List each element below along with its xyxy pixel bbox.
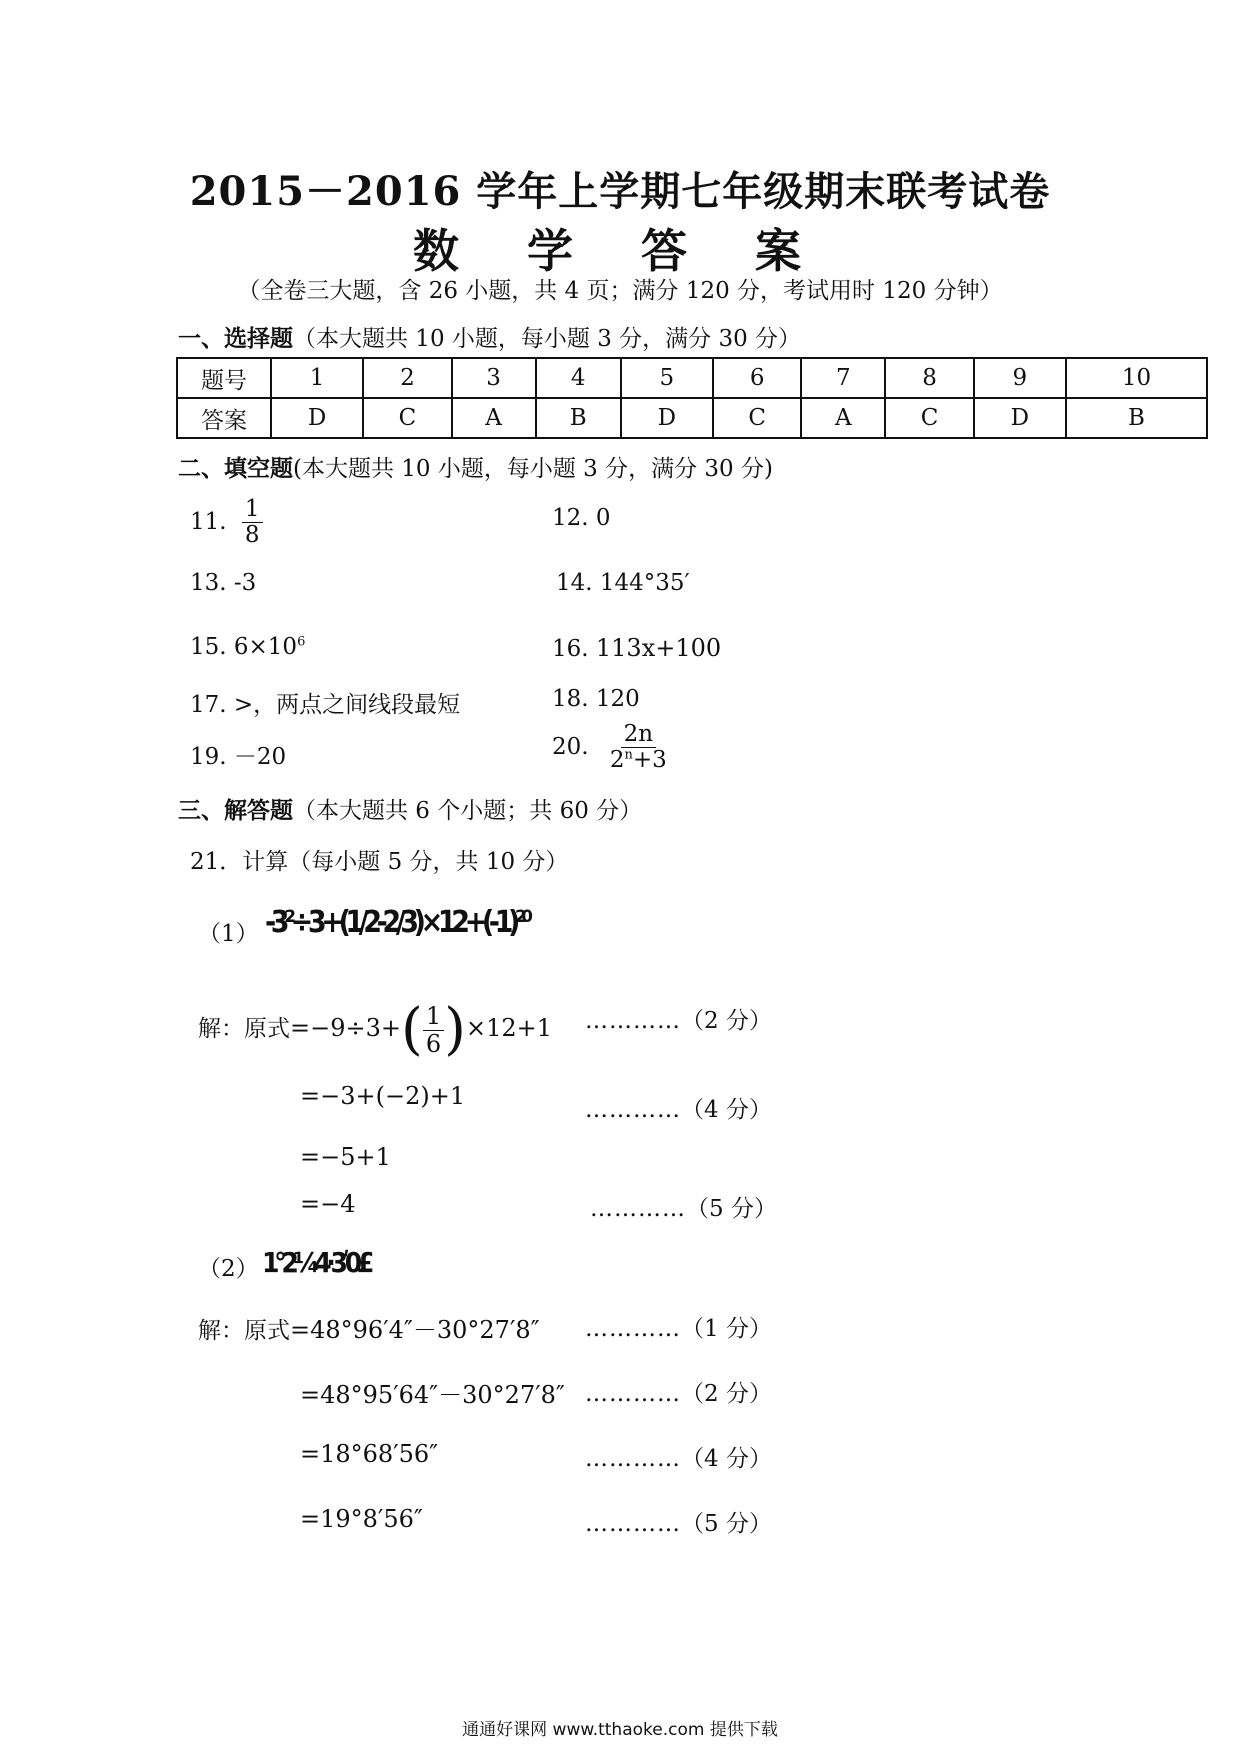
part1-expression: -3²÷3+(1/2-2/3)×12+(-1)²⁰ bbox=[265, 905, 528, 940]
part1-mark-3: …………（5 分） bbox=[590, 1196, 777, 1222]
section3-heading: 三、解答题（本大题共 6 个小题；共 60 分） bbox=[178, 797, 643, 824]
page-title: 2015－2016 学年上学期七年级期末联考试卷 bbox=[189, 168, 1051, 215]
part1-solution: 解：原式=−9÷3+( $\frac{1}{6}$ )×12+1 bbox=[198, 997, 553, 1062]
table-cell: C bbox=[363, 398, 451, 438]
table-cell: A bbox=[801, 398, 885, 438]
table-cell: 2 bbox=[363, 358, 451, 398]
table-cell: A bbox=[452, 398, 536, 438]
part1-label: （1） bbox=[198, 921, 259, 947]
part2-mark-3: …………（4 分） bbox=[585, 1446, 772, 1472]
table-cell: B bbox=[1066, 398, 1207, 438]
row-label-number: 题号 bbox=[177, 358, 271, 398]
part2-mark-2: …………（2 分） bbox=[585, 1381, 772, 1407]
answer-11: 11. $\frac{1}{8}$ bbox=[190, 497, 263, 549]
table-cell: 3 bbox=[452, 358, 536, 398]
part1-mark-1: …………（2 分） bbox=[585, 1008, 772, 1034]
answer-19: 19. －20 bbox=[190, 744, 287, 770]
answer-15: 15. $6\times 10^6$ bbox=[190, 634, 306, 660]
table-cell: C bbox=[713, 398, 801, 438]
part2-mark-1: …………（1 分） bbox=[585, 1316, 772, 1342]
answer-14: 14. 144°35′ bbox=[556, 570, 690, 596]
part2-label: （2） bbox=[198, 1256, 259, 1282]
table-cell: 1 bbox=[271, 358, 363, 398]
part1-step-3: =−5+1 bbox=[300, 1143, 391, 1171]
footer-watermark: 通通好课网 www.tthaoke.com 提供下载 bbox=[462, 1720, 778, 1740]
table-cell: D bbox=[621, 398, 713, 438]
section1-heading: 一、选择题（本大题共 10 小题，每小题 3 分，满分 30 分） bbox=[178, 325, 802, 352]
table-cell: D bbox=[271, 398, 363, 438]
table-cell: 9 bbox=[974, 358, 1066, 398]
answer-18: 18. 120 bbox=[552, 686, 640, 712]
table-row bbox=[177, 398, 1207, 438]
answer-13: 13. -3 bbox=[190, 570, 257, 596]
question-21: 21．计算（每小题 5 分，共 10 分） bbox=[190, 849, 569, 875]
table-cell: 7 bbox=[801, 358, 885, 398]
part2-step-4: =19°8′56″ bbox=[300, 1505, 423, 1533]
table-row bbox=[177, 358, 1207, 398]
answer-20: 20. $\frac{2n}{2^n+3}$ bbox=[552, 721, 667, 774]
page-subtitle: 数 学 答 案 bbox=[412, 224, 828, 278]
section2-heading: 二、填空题(本大题共 10 小题，每小题 3 分，满分 30 分) bbox=[178, 455, 773, 482]
table-cell: C bbox=[885, 398, 973, 438]
part2-step-3: =18°68′56″ bbox=[300, 1440, 439, 1468]
answer-12: 12. 0 bbox=[552, 505, 611, 531]
part2-solution: 解：原式=48°96′4″－30°27′8″ bbox=[198, 1316, 540, 1344]
answer-16: 16. 113x+100 bbox=[552, 634, 722, 662]
table-cell: D bbox=[974, 398, 1066, 438]
table-cell: 6 bbox=[713, 358, 801, 398]
part2-step-2: =48°95′64″－30°27′8″ bbox=[300, 1381, 565, 1409]
answer-table bbox=[176, 357, 1208, 439]
table-cell: B bbox=[536, 398, 621, 438]
exam-note: （全卷三大题，含 26 小题，共 4 页；满分 120 分，考试用时 120 分钟） bbox=[237, 278, 1003, 304]
table-cell: 8 bbox=[885, 358, 973, 398]
table-cell: 10 bbox=[1066, 358, 1207, 398]
part1-step-4: =−4 bbox=[300, 1190, 356, 1218]
table-cell: 4 bbox=[536, 358, 621, 398]
answer-17: 17. >，两点之间线段最短 bbox=[190, 692, 461, 718]
part2-expression: 1°2¼4·3ʹ0£ bbox=[262, 1246, 370, 1279]
part1-mark-2: …………（4 分） bbox=[585, 1097, 772, 1123]
table-cell: 5 bbox=[621, 358, 713, 398]
row-label-answer: 答案 bbox=[177, 398, 271, 438]
part2-mark-4: …………（5 分） bbox=[585, 1511, 772, 1537]
part1-step-2: =−3+(−2)+1 bbox=[300, 1082, 466, 1110]
